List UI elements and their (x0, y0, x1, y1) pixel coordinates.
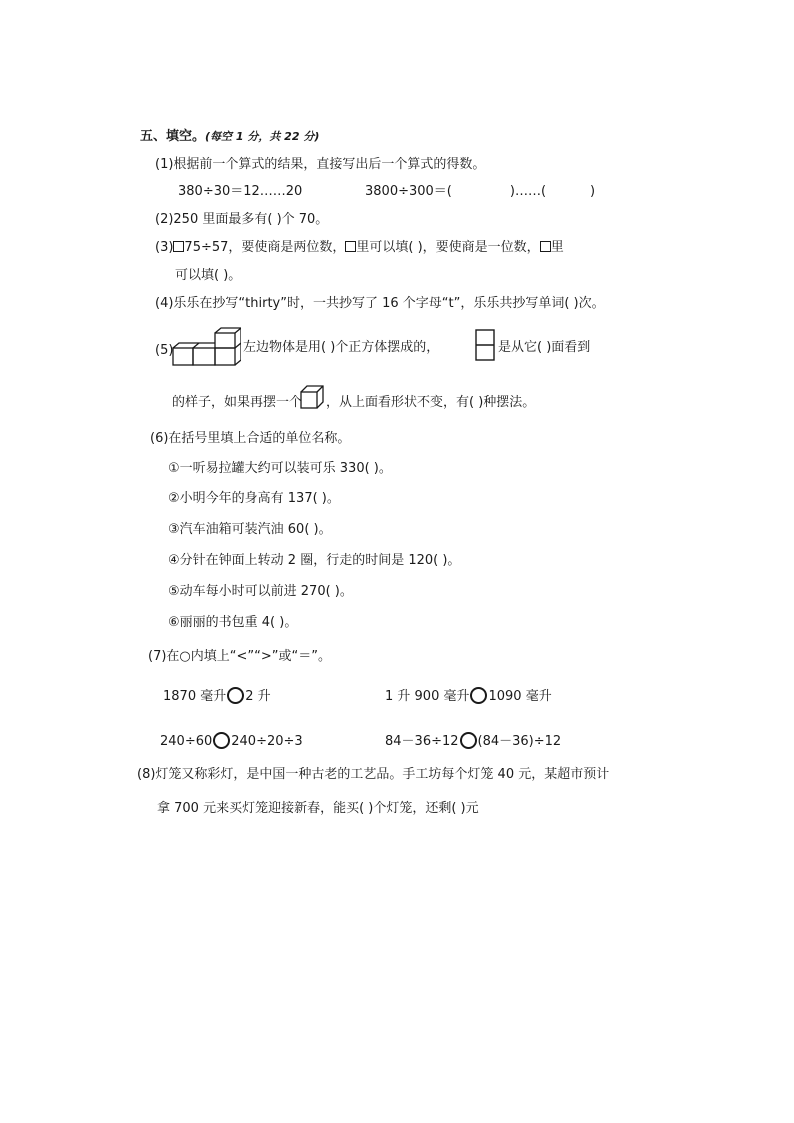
question-5-line2-a: 的样子，如果再摆一个 (172, 395, 303, 410)
question-5-text-a: 左边物体是用( )个正方体摆成的， (243, 340, 440, 355)
q1-ask-b: )……( (509, 184, 547, 199)
single-cube-icon (299, 384, 325, 410)
q6-item: ②小明今年的身高有 137( )。 (168, 491, 340, 506)
question-3-line2: 可以填( )。 (175, 268, 242, 283)
question-1: (1)根据前一个算式的结果，直接写出后一个算式的得数。 (155, 157, 486, 172)
q6-item: ⑤动车每小时可以前进 270( )。 (168, 584, 353, 599)
q7-c-right: 240÷20÷3 (231, 734, 303, 749)
q1-ask-equation (365, 185, 595, 198)
q7-b-left: 1 升 900 毫升 (385, 689, 470, 704)
section-header (140, 130, 319, 143)
q7-d-right: (84－36)÷12 (477, 734, 562, 749)
question-6: (6)在括号里填上合适的单位名称。 (150, 431, 351, 446)
side-view-icon (474, 328, 496, 362)
blank-square-icon (540, 241, 551, 252)
compare-circle-icon (470, 687, 487, 704)
question-5-text-b: 是从它( )面看到 (498, 340, 591, 355)
section-note: (每空 1 分，共 22 分) (205, 130, 320, 143)
q1-given-equation: 380÷30＝12……20 (178, 184, 303, 199)
compare-circle-icon (227, 687, 244, 704)
q3-part-a: (3) (155, 240, 174, 255)
question-7: (7)在○内填上“<”“>”或“＝”。 (148, 649, 331, 664)
q3-part-c: 里可以填( )，要使商是一位数， (356, 240, 540, 255)
blank-square-icon (345, 241, 356, 252)
compare-circle-icon (460, 732, 477, 749)
question-3 (155, 241, 564, 254)
q6-item: ③汽车油箱可装汽油 60( )。 (168, 522, 332, 537)
question-5-line2-b: ，从上面看形状不变，有( )种摆法。 (326, 395, 536, 410)
cube-stack-icon (171, 326, 241, 368)
q6-item: ⑥丽丽的书包重 4( )。 (168, 615, 298, 630)
q6-item: ④分针在钟面上转动 2 圈，行走的时间是 120( )。 (168, 553, 461, 568)
q1-ask-a: 3800÷300＝( (365, 184, 452, 199)
q6-item: ①一听易拉罐大约可以装可乐 330( )。 (168, 461, 392, 476)
q3-part-d: 里 (550, 240, 564, 255)
q7-compare-b (385, 687, 552, 704)
q7-a-left: 1870 毫升 (163, 689, 227, 704)
q1-ask-c: ) (590, 184, 596, 199)
compare-circle-icon (213, 732, 230, 749)
question-2: (2)250 里面最多有( )个 70。 (155, 212, 329, 227)
question-8-line1: (8)灯笼又称彩灯，是中国一种古老的工艺品。手工坊每个灯笼 40 元，某超市预计 (137, 767, 610, 782)
question-4: (4)乐乐在抄写“thirty”时，一共抄写了 16 个字母“t”，乐乐共抄写单词( )次。 (155, 296, 605, 311)
q7-b-right: 1090 毫升 (488, 689, 552, 704)
q7-a-right: 2 升 (245, 689, 271, 704)
q7-compare-a (163, 687, 271, 704)
section-title: 五、填空。 (140, 129, 206, 144)
q7-compare-c (160, 732, 303, 749)
q7-compare-d (385, 732, 561, 749)
q7-d-left: 84－36÷12 (385, 734, 459, 749)
question-8-line2: 拿 700 元来买灯笼迎接新春，能买( )个灯笼，还剩( )元 (157, 801, 479, 816)
question-5-number: (5) (155, 343, 174, 358)
q7-c-left: 240÷60 (160, 734, 213, 749)
q3-part-b: 75÷57，要使商是两位数， (184, 240, 346, 255)
blank-square-icon (173, 241, 184, 252)
